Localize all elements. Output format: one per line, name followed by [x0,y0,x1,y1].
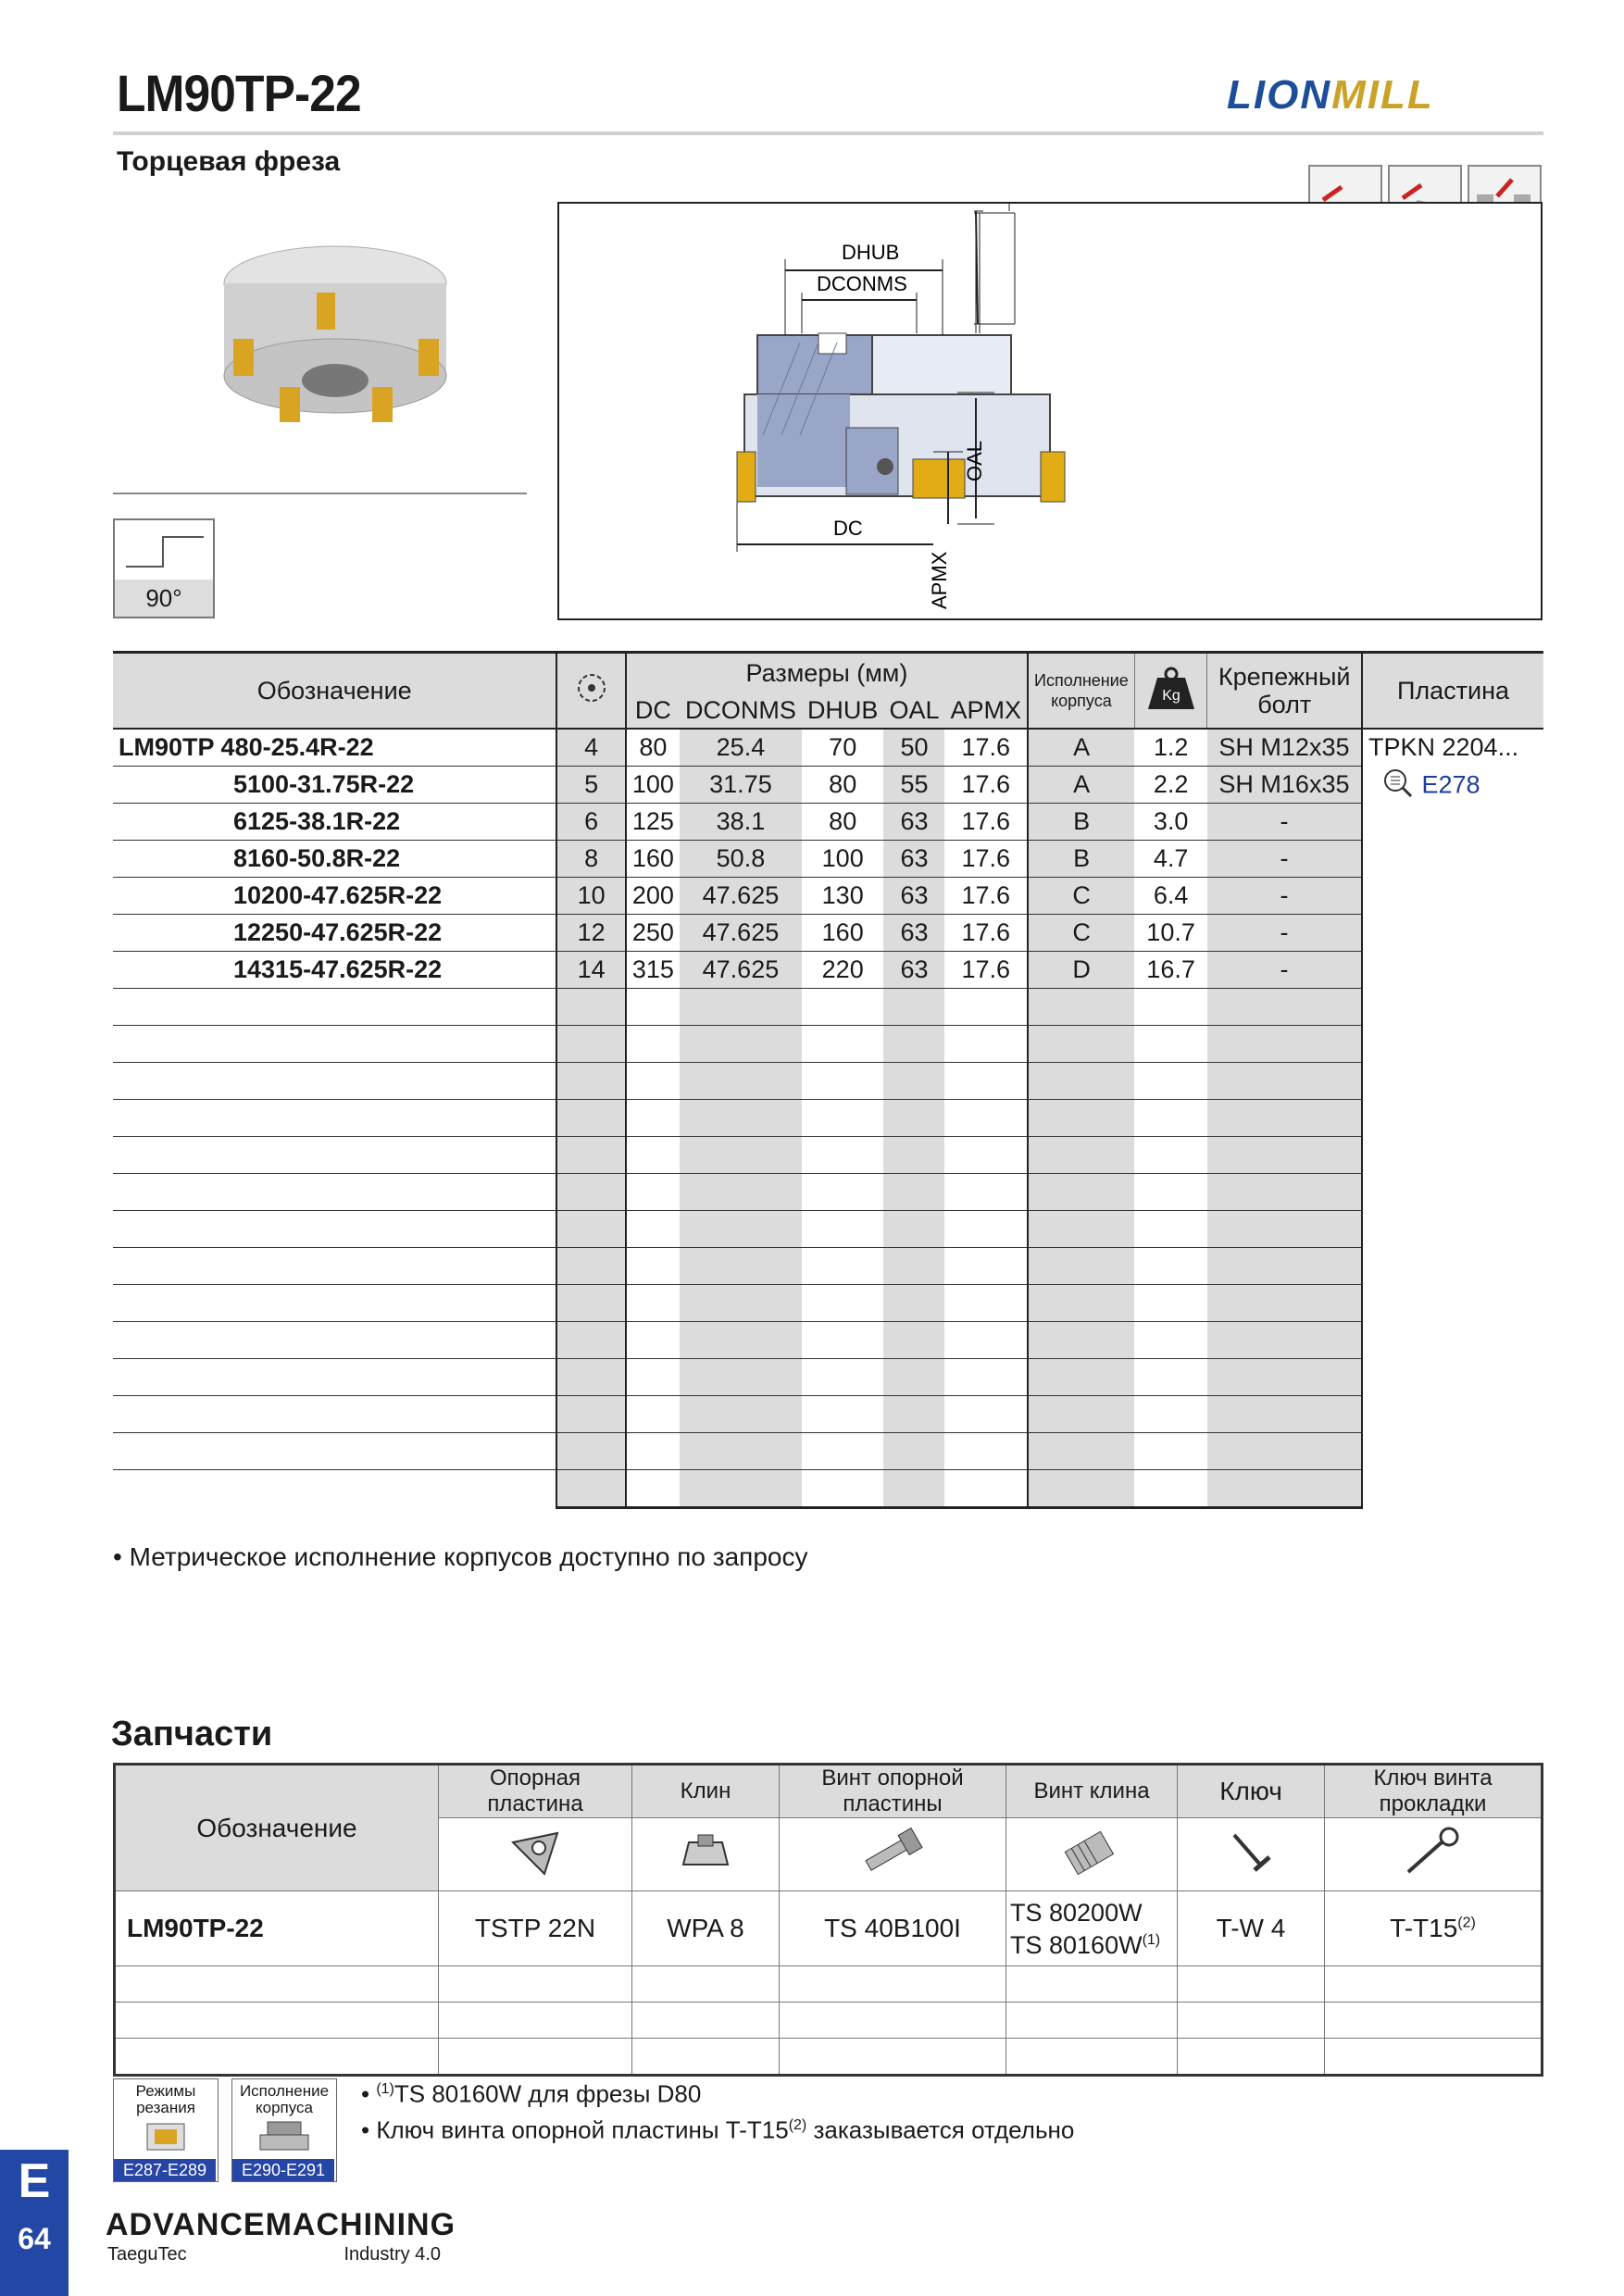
apmx-value: 17.6 [944,767,1028,804]
item-code: 6125-38.1R-22 [233,807,401,835]
empty-row [113,989,1543,1026]
dhub-header: DHUB [802,693,884,729]
dhub-value: 130 [802,878,884,915]
table-row [113,767,1543,804]
technical-drawing [557,202,1543,620]
apmx-value: 17.6 [944,804,1028,841]
dc-header: DC [626,693,680,729]
dhub-value: 160 [802,915,884,952]
weight-value: 1.2 [1134,729,1207,767]
empty-row [113,1470,1543,1508]
shim-key-header: Ключ винта прокладки [1325,1765,1543,1818]
section-tab [0,2150,69,2296]
item-code: 14315-47.625R-22 [233,955,443,983]
weight-value: 4.7 [1134,841,1207,878]
series-prefix: LM90TP [119,733,215,761]
teeth-count: 5 [556,767,625,804]
teeth-count-icon [556,653,625,730]
oal-header: OAL [883,693,944,729]
insert-header: Пластина [1362,653,1543,730]
body-value: A [1028,729,1134,767]
spare-designation: LM90TP-22 [115,1891,439,1966]
empty-row [113,1063,1543,1100]
spare-designation-header: Обозначение [115,1765,439,1891]
item-code: 10200-47.625R-22 [233,881,443,909]
teeth-count: 12 [556,915,625,952]
key-value: T-W 4 [1178,1891,1325,1966]
section-letter: E [18,2154,51,2208]
body-value: D [1028,952,1134,989]
dimensions-header: Размеры (мм) [626,653,1028,693]
key-icon [1178,1818,1325,1891]
wedge-header: Клин [632,1765,780,1818]
apmx-value: 17.6 [944,841,1028,878]
item-code: 5100-31.75R-22 [233,770,415,798]
empty-row [113,1174,1543,1211]
dconms-value: 31.75 [680,767,802,804]
teeth-count: 6 [556,804,625,841]
dhub-value: 80 [802,804,884,841]
body-type-ref[interactable] [231,2078,337,2182]
dc-value: 125 [626,804,680,841]
shim-key-icon [1325,1818,1543,1891]
cutter-body-icon [256,2120,312,2155]
dc-value: 80 [626,729,680,767]
weight-value: 16.7 [1134,952,1207,989]
apmx-label: APMX [928,551,951,609]
oal-label: OAL [963,440,986,481]
empty-row [113,1211,1543,1248]
body-value: B [1028,841,1134,878]
weight-value: 10.7 [1134,915,1207,952]
body-value: A [1028,767,1134,804]
dconms-value: 38.1 [680,804,802,841]
wedge-screw-icon [1006,1818,1178,1891]
key-header: Ключ [1178,1765,1325,1818]
item-code: 12250-47.625R-22 [233,918,443,946]
spare-parts-table [113,1763,1543,2077]
empty-row [115,2003,1543,2039]
dconms-value: 50.8 [680,841,802,878]
bolt-value: - [1207,952,1362,989]
apmx-value: 17.6 [944,729,1028,767]
table-row [113,915,1543,952]
body-value: C [1028,878,1134,915]
dc-value: 200 [626,878,680,915]
svg-text:Kg: Kg [1161,687,1181,704]
body-type-header: Исполнение корпуса [1028,653,1134,730]
weight-value: 3.0 [1134,804,1207,841]
magnifier-icon [1381,767,1415,805]
dconms-value: 25.4 [680,729,802,767]
designation-header: Обозначение [113,653,556,730]
empty-row [113,1359,1543,1396]
insert-name: TPKN 2204... [1368,733,1519,761]
empty-row [113,1137,1543,1174]
table-row [113,804,1543,841]
bolt-value: - [1207,841,1362,878]
footnotes [361,2074,1074,2145]
shim-key-value: T-T15$^{(2)}$ [1325,1891,1543,1966]
empty-row [113,1248,1543,1285]
wedge-value: WPA 8 [632,1891,780,1966]
dc-value: 160 [626,841,680,878]
oal-value: 63 [883,915,944,952]
footer-brand-sub: TaeguTec Industry 4.0 [107,2244,441,2265]
empty-row [113,1026,1543,1063]
dconms-header: DCONMS [680,693,802,729]
dc-value: 250 [626,915,680,952]
empty-row [113,1396,1543,1433]
body-value: B [1028,804,1134,841]
item-code: 8160-50.8R-22 [233,844,401,872]
dhub-label: DHUB [842,241,900,264]
shim-icon [439,1818,632,1891]
shim-value: TSTP 22N [439,1891,632,1966]
body-type-label: Исполнение корпуса [239,2082,330,2116]
bolt-value: SH M12x35 [1207,729,1362,767]
dc-value: 315 [626,952,680,989]
oal-value: 55 [883,767,944,804]
wedge-icon [632,1818,780,1891]
table-row [113,878,1543,915]
oal-value: 63 [883,952,944,989]
empty-row [115,1966,1543,2003]
empty-row [113,1285,1543,1322]
apmx-header: APMX [944,693,1028,729]
bolt-header: Крепежный болт [1207,653,1362,730]
empty-row [113,1322,1543,1359]
weight-value: 2.2 [1134,767,1207,804]
cutting-data-ref[interactable] [113,2078,219,2182]
apmx-value: 17.6 [944,952,1028,989]
approach-angle-box [113,518,215,618]
footnote-1: • $^{(1)}$TS 80160W для фрезы D80 [361,2079,702,2108]
apmx-value: 17.6 [944,915,1028,952]
teeth-count: 4 [556,729,625,767]
bolt-value: - [1207,804,1362,841]
product-photo [196,228,474,459]
wedge-screw-value: TS 80200W TS $80160W^{(1)}$ [1006,1891,1178,1966]
brand-logo: LIONMILL [1227,72,1434,118]
page-subtitle: Торцевая фреза [117,146,341,177]
dconms-value: 47.625 [680,952,802,989]
spare-parts-row [115,1891,1543,1966]
page-number: 64 [18,2222,51,2255]
empty-row [113,1100,1543,1137]
dc-value: 100 [626,767,680,804]
table-row [113,841,1543,878]
empty-row [115,2039,1543,2076]
bolt-value: - [1207,915,1362,952]
product-table [113,651,1543,1509]
table-row [113,729,1543,767]
insert-ref: E278 [1421,770,1480,799]
body-value: C [1028,915,1134,952]
weight-icon [1134,653,1207,730]
oal-value: 63 [883,804,944,841]
metric-note: • Метрическое исполнение корпусов доступно по запросу [113,1542,808,1571]
weight-value: 6.4 [1134,878,1207,915]
wedge-screw-header: Винт клина [1006,1765,1178,1818]
apmx-value: 17.6 [944,878,1028,915]
dhub-value: 220 [802,952,884,989]
oal-value: 50 [883,729,944,767]
teeth-count: 8 [556,841,625,878]
dconms-value: 47.625 [680,878,802,915]
bolt-value: SH M16x35 [1207,767,1362,804]
dconms-label: DCONMS [817,272,907,295]
book-icon [145,2120,186,2155]
empty-row [113,1433,1543,1470]
dhub-value: 100 [802,841,884,878]
dhub-value: 80 [802,767,884,804]
approach-angle-label: 90° [115,580,213,617]
insert-ref-link[interactable] [1381,767,1538,805]
shim-screw-icon [780,1818,1006,1891]
footer-brand: ADVANCEMACHINING [106,2207,456,2242]
teeth-count: 14 [556,952,625,989]
spare-parts-title: Запчасти [111,1715,273,1753]
page-title: LM90TP-22 [117,64,361,122]
cutting-data-label: Режимы резания [135,2082,196,2116]
photo-divider [113,493,527,494]
body-type-page: E290-E291 [232,2159,334,2181]
footnote-2: • Ключ винта опорной пластины T-T15$^{(2)}$ заказывается отдельно [361,2115,1075,2144]
shim-screw-header: Винт опорной пластины [780,1765,1006,1818]
shim-screw-value: TS 40B100I [780,1891,1006,1966]
teeth-count: 10 [556,878,625,915]
cutting-data-page: E287-E289 [114,2159,216,2181]
dc-label: DC [833,517,863,540]
title-divider [113,131,1543,135]
oal-value: 63 [883,841,944,878]
dhub-value: 70 [802,729,884,767]
table-row [113,952,1543,989]
item-code: 480-25.4R-22 [220,733,374,761]
shim-header: Опорная пластина [439,1765,632,1818]
dconms-value: 47.625 [680,915,802,952]
oal-value: 63 [883,878,944,915]
bolt-value: - [1207,878,1362,915]
